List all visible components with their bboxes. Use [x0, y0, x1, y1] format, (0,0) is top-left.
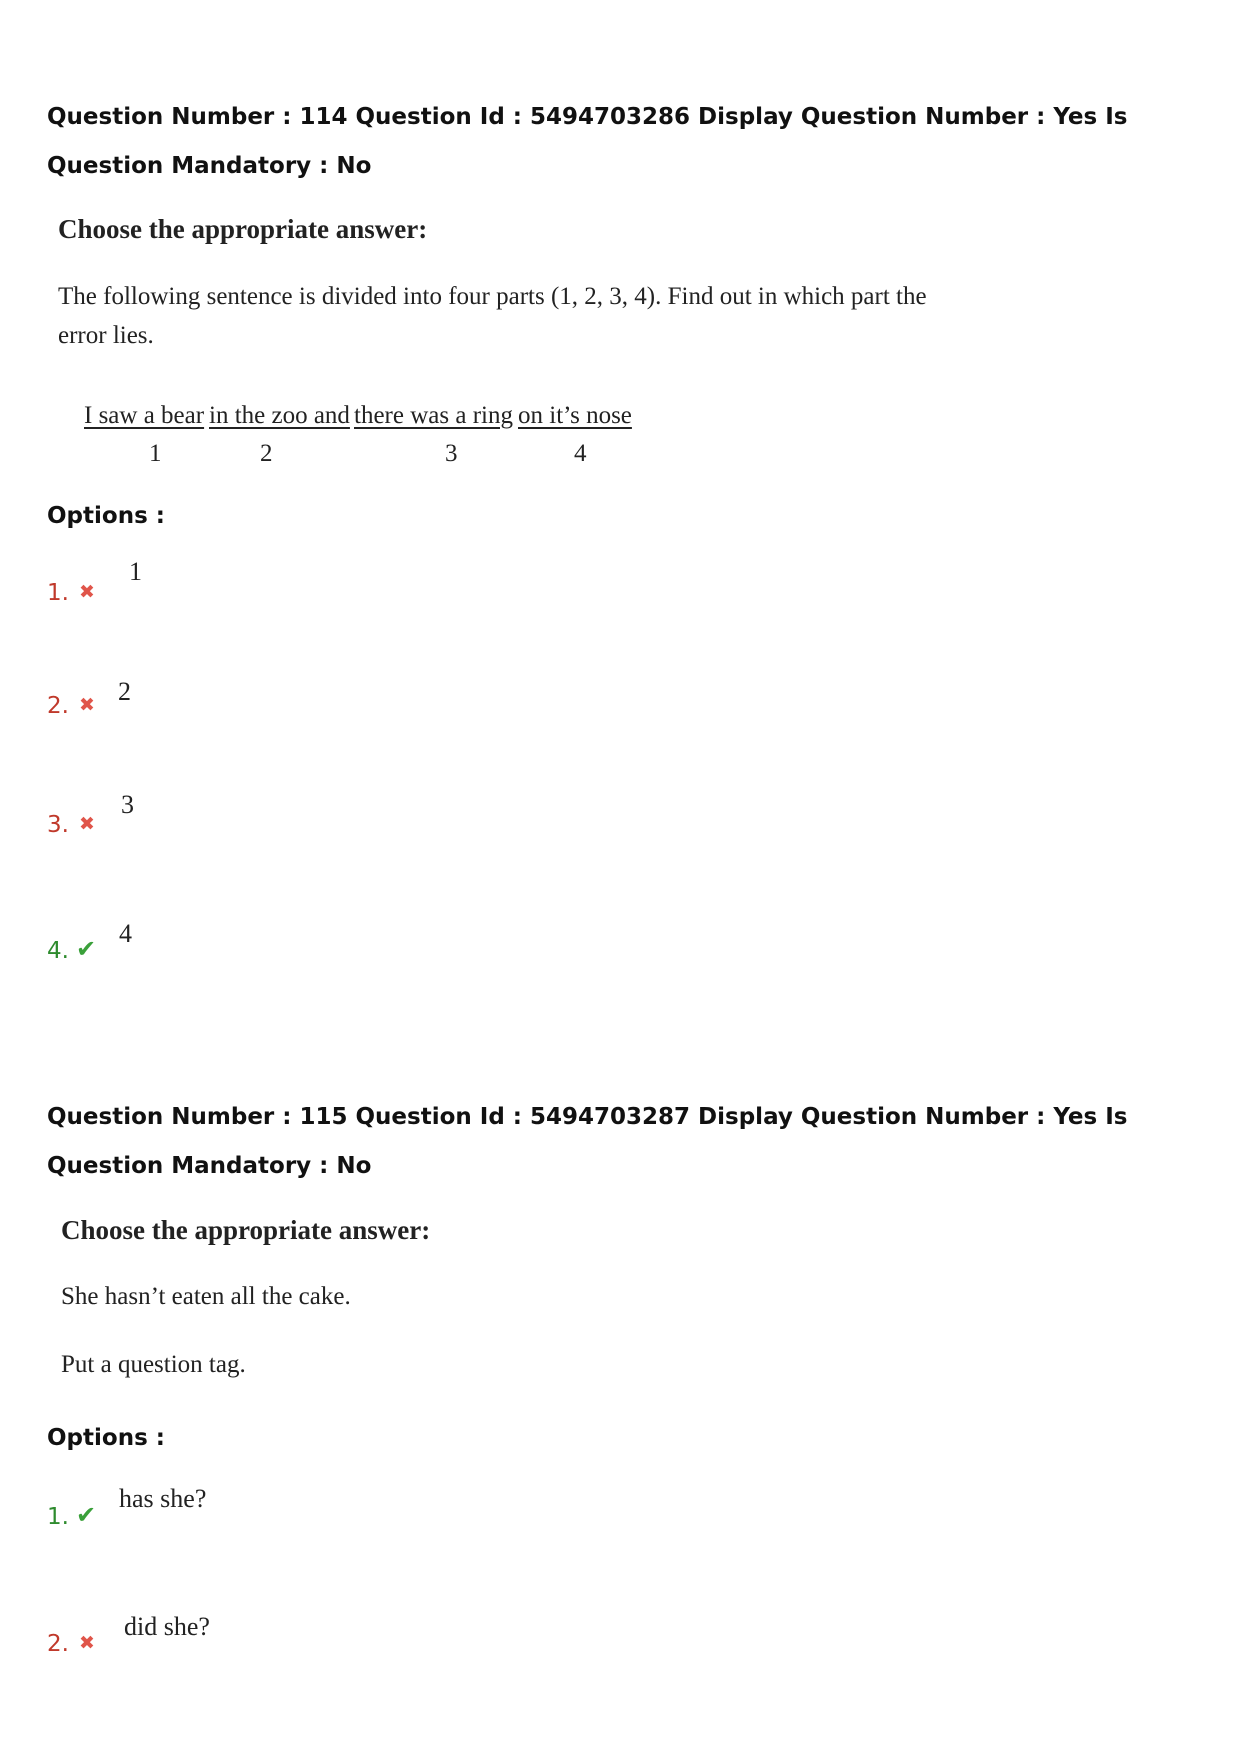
sentence-part: on it’s nose: [518, 402, 632, 429]
question-header: Question Number : 115 Question Id : 5494703287 Display Question Number : Yes Is Question Mandatory : No: [47, 1104, 1128, 1179]
option-value: 1: [129, 557, 142, 586]
check-icon: ✔: [76, 935, 97, 963]
sentence-part: there was a ring: [354, 402, 513, 429]
option-value: has she?: [119, 1484, 207, 1513]
sentence-part: I saw a bear: [84, 402, 205, 429]
option-number: 3.: [47, 812, 69, 838]
question-header: Question Number : 114 Question Id : 5494703286 Display Question Number : Yes Is Question Mandatory : No: [47, 104, 1128, 179]
option-number: 2.: [47, 1631, 69, 1657]
part-number: 4: [574, 440, 587, 467]
option-value: 2: [118, 677, 131, 706]
part-number: 1: [149, 440, 162, 467]
option-value: 3: [121, 790, 134, 819]
prompt-text: Put a question tag.: [61, 1351, 246, 1378]
options-label: Options :: [47, 1425, 165, 1451]
part-number: 3: [445, 440, 458, 467]
option-number: 2.: [47, 693, 69, 719]
option-number: 1.: [47, 1504, 69, 1530]
option-value: did she?: [124, 1612, 210, 1641]
prompt-text: The following sentence is divided into four parts (1, 2, 3, 4). Find out in which part the: [58, 283, 927, 310]
options-label: Options :: [47, 503, 165, 529]
sentence-part: in the zoo and: [209, 402, 350, 429]
cross-icon: ✖: [79, 1632, 95, 1654]
option-number: 1.: [47, 580, 69, 606]
check-icon: ✔: [76, 1501, 97, 1529]
instruction: Choose the appropriate answer:: [61, 1215, 431, 1245]
prompt-text: She hasn’t eaten all the cake.: [61, 1283, 351, 1310]
prompt-text: error lies.: [58, 322, 154, 349]
cross-icon: ✖: [79, 581, 95, 603]
cross-icon: ✖: [79, 694, 95, 716]
option-number: 4.: [47, 938, 69, 964]
option-value: 4: [119, 919, 132, 948]
part-number: 2: [260, 440, 273, 467]
instruction: Choose the appropriate answer:: [58, 214, 428, 244]
cross-icon: ✖: [79, 813, 95, 835]
